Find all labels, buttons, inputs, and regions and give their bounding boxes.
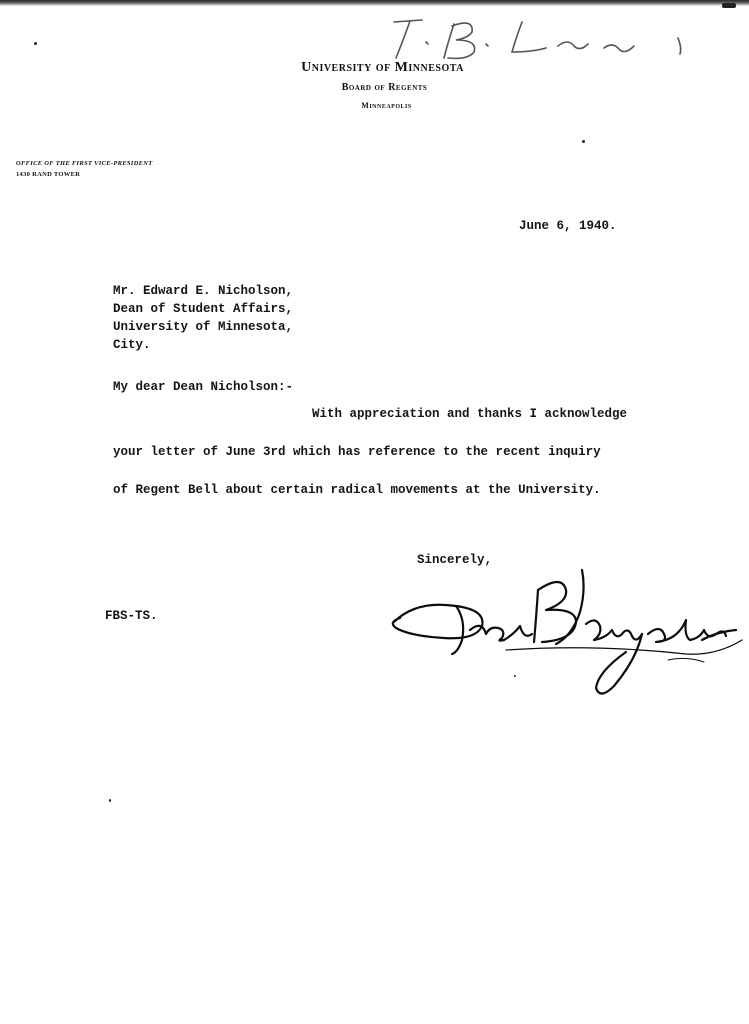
recipient-line: City. xyxy=(113,338,151,352)
handwritten-note xyxy=(382,8,712,68)
body-line: of Regent Bell about certain radical movements at the University. xyxy=(113,483,601,497)
typist-initials: FBS-TS. xyxy=(105,609,158,623)
recipient-line: University of Minnesota, xyxy=(113,320,294,334)
letter-date: June 6, 1940. xyxy=(519,219,617,233)
letterhead-university: University of Minnesota xyxy=(301,60,464,75)
signature xyxy=(386,560,746,705)
salutation: My dear Dean Nicholson:- xyxy=(113,380,294,394)
recipient-line: Dean of Student Affairs, xyxy=(113,302,294,316)
letterhead-city: Minneapolis xyxy=(361,101,412,110)
office-address: 1430 RAND TOWER xyxy=(16,171,81,178)
body-line: With appreciation and thanks I acknowledge xyxy=(312,407,628,421)
scan-top-edge xyxy=(0,0,749,6)
recipient-line: Mr. Edward E. Nicholson, xyxy=(113,284,294,298)
letterhead-board: Board of Regents xyxy=(341,82,428,93)
office-title: OFFICE OF THE FIRST VICE-PRESIDENT xyxy=(16,160,153,167)
closing: Sincerely, xyxy=(417,553,493,567)
body-line: your letter of June 3rd which has reference to the recent inquiry xyxy=(113,445,601,459)
